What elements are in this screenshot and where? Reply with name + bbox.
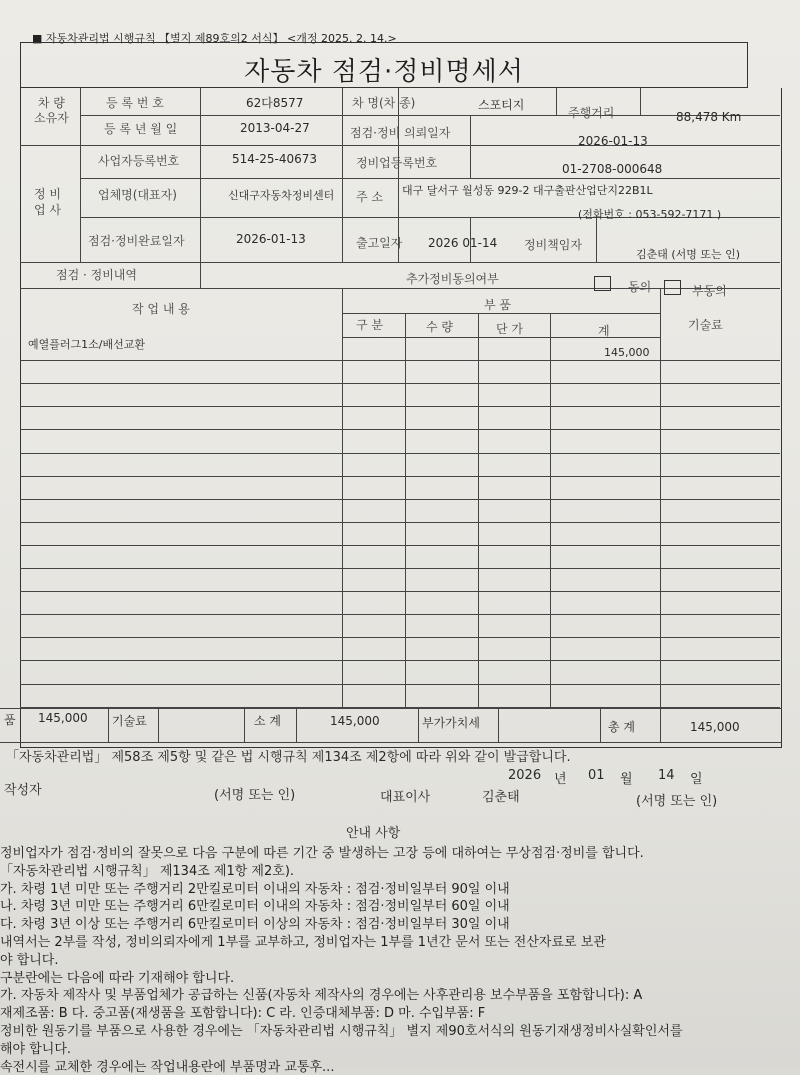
disagree-label: 부동의 [692,284,727,298]
row-line [20,614,780,615]
row-line [20,545,780,546]
rep-label: 대표이사 [380,790,431,805]
writer-sign: (서명 또는 인) [214,788,296,803]
vat-label: 부가가치세 [422,716,480,730]
row-line [20,429,780,430]
guide-line: 정비한 원동기를 부품으로 사용한 경우에는 「자동차관리법 시행규칙」 별지 제90호서식의 원동기재생정비사실확인서를 [0,1024,683,1039]
reg-no-label: 등 록 번 호 [106,96,164,110]
guide-line: 다. 차령 3년 이상 또는 주행거리 6만킬로미터 이상의 자동차 : 점검·정비일부터 30일 이내 [0,917,510,932]
guide-line: 구분란에는 다음에 따라 기재해야 합니다. [0,971,235,986]
summary-parts-label: 품 [4,713,16,727]
work-row-1-content: 예열플러그1소/배선교환 [28,338,145,351]
total-header: 계 [598,324,610,338]
grand-total-value: 145,000 [690,720,740,734]
row-line [20,499,780,500]
car-name-label: 차 명(차 종) [352,96,416,110]
company-value: 신대구자동차정비센터 [228,189,335,202]
month-suffix: 월 [620,772,633,787]
guide-line: 가. 자동차 제작사 및 부품업체가 공급하는 신품(자동차 제작사의 경우에는 사후관리용 보수부품을 포함합니다): A [0,988,643,1003]
guide-line: 내역서는 2부를 작성, 정비의뢰자에게 1부를 교부하고, 정비업자는 1부를 1년간 문서 또는 전산자료로 보관 [0,935,606,950]
manager-label: 정비책임자 [524,238,582,252]
labor-header: 기술료 [688,318,723,332]
row-line [20,383,780,384]
guide-line: 정비업자가 점검·정비의 잘못으로 다음 구분에 따른 기간 중 발생하는 고장 등에 대하여는 무상점검·정비를 합니다. [0,846,644,861]
row-line [20,522,780,523]
guide-line: 해야 합니다. [0,1042,72,1057]
guide-line: 재제조품: B 다. 중고품(재생품을 포함합니다): C 라. 인증대체부품: D 마. 수입부품: F [0,1006,486,1021]
address-value: 대구 달서구 월성동 929-2 대구출판산업단지22B1L [402,184,653,197]
agree-label: 동의 [628,280,652,294]
phone-value: (전화번호 : 053-592-7171 ) [578,208,722,221]
summary-parts-value: 145,000 [38,711,88,725]
row-line [20,453,780,454]
issuance-statement: 「자동차관리법」 제58조 제5항 및 같은 법 시행규칙 제134조 제2항에 따라 위와 같이 발급합니다. [6,750,571,765]
shop-reg-label: 정비업등록번호 [356,156,438,170]
writer-label: 작성자 [4,783,42,798]
disagree-checkbox[interactable] [664,280,681,295]
details-label: 점검 · 정비내역 [56,268,137,282]
request-date-label: 점검·정비 의뢰일자 [350,126,451,140]
row-line [20,637,780,638]
release-date-label: 출고일자 [356,236,403,250]
subtotal-value: 145,000 [330,714,380,728]
guide-line: 가. 차령 1년 미만 또는 주행거리 2만킬로미터 이내의 자동차 : 점검·정비일부터 90일 이내 [0,882,510,897]
request-date-value: 2026-01-13 [578,134,648,148]
issue-year: 2026 [508,768,542,783]
document-title: 자동차 점검·정비명세서 [244,57,524,87]
work-content-header: 작 업 내 용 [132,302,190,316]
biz-no-value: 514-25-40673 [232,152,318,166]
issue-month: 01 [588,768,605,783]
row-line [20,684,780,685]
mileage-value: 88,478 Km [676,110,742,124]
manager-value: 김춘태 (서명 또는 인) [636,248,741,261]
row-line [20,591,780,592]
rep-sign: (서명 또는 인) [636,794,718,809]
complete-date-value: 2026-01-13 [236,232,306,246]
guide-line: 야 합니다. [0,953,59,968]
title-box [20,42,748,88]
row-line [20,360,780,361]
guide-title: 안내 사항 [346,826,401,841]
subtotal-label: 소 계 [254,714,281,728]
row-line [20,660,780,661]
complete-date-label: 점검·정비완료일자 [88,234,185,248]
unit-price-header: 단 가 [496,322,523,336]
row-line [20,476,780,477]
guide-line: 속전시를 교체한 경우에는 작업내용란에 부품명과 교통후... [0,1060,335,1075]
grand-total-label: 총 계 [608,720,635,734]
work-row-1-total: 145,000 [604,346,650,359]
guide-line: 나. 차령 3년 미만 또는 주행거리 6만킬로미터 이내의 자동차 : 점검·정비일부터 60일 이내 [0,899,510,914]
qty-header: 수 량 [426,320,453,334]
shop-reg-value: 01-2708-000648 [562,162,663,176]
company-label: 업체명(대표자) [98,188,177,202]
row-line [20,568,780,569]
agree-checkbox[interactable] [594,276,611,291]
row-line [20,406,780,407]
reg-no-value: 62다8577 [246,96,304,110]
extra-consent-label: 추가정비동의여부 [406,272,499,286]
biz-no-label: 사업자등록번호 [98,154,180,168]
year-suffix: 년 [554,772,567,787]
owner-section-label: 차 량 소유자 [34,96,69,125]
issue-day: 14 [658,768,675,783]
kind-header: 구 분 [356,318,383,332]
address-label: 주 소 [356,190,383,204]
shop-section-label: 정 비 업 사 [34,187,61,217]
guide-line: 「자동차관리법 시행규칙」 제134조 제1항 제2호). [0,864,295,879]
release-date-value: 2026 01-14 [428,236,498,250]
rep-name: 김춘태 [482,790,520,805]
form-reference: ■ 자동차관리법 시행규칙 【별지 제89호의2 서식】 <개정 2025. 2. 14.> [32,32,397,45]
day-suffix: 일 [690,772,703,787]
mileage-label: 주행거리 [568,106,615,120]
car-name-value: 스포티지 [478,98,525,112]
summary-labor-label: 기술료 [112,714,147,728]
first-reg-value: 2013-04-27 [240,121,310,135]
first-reg-label: 등 록 년 월 일 [104,122,178,136]
parts-header: 부 품 [484,298,511,312]
